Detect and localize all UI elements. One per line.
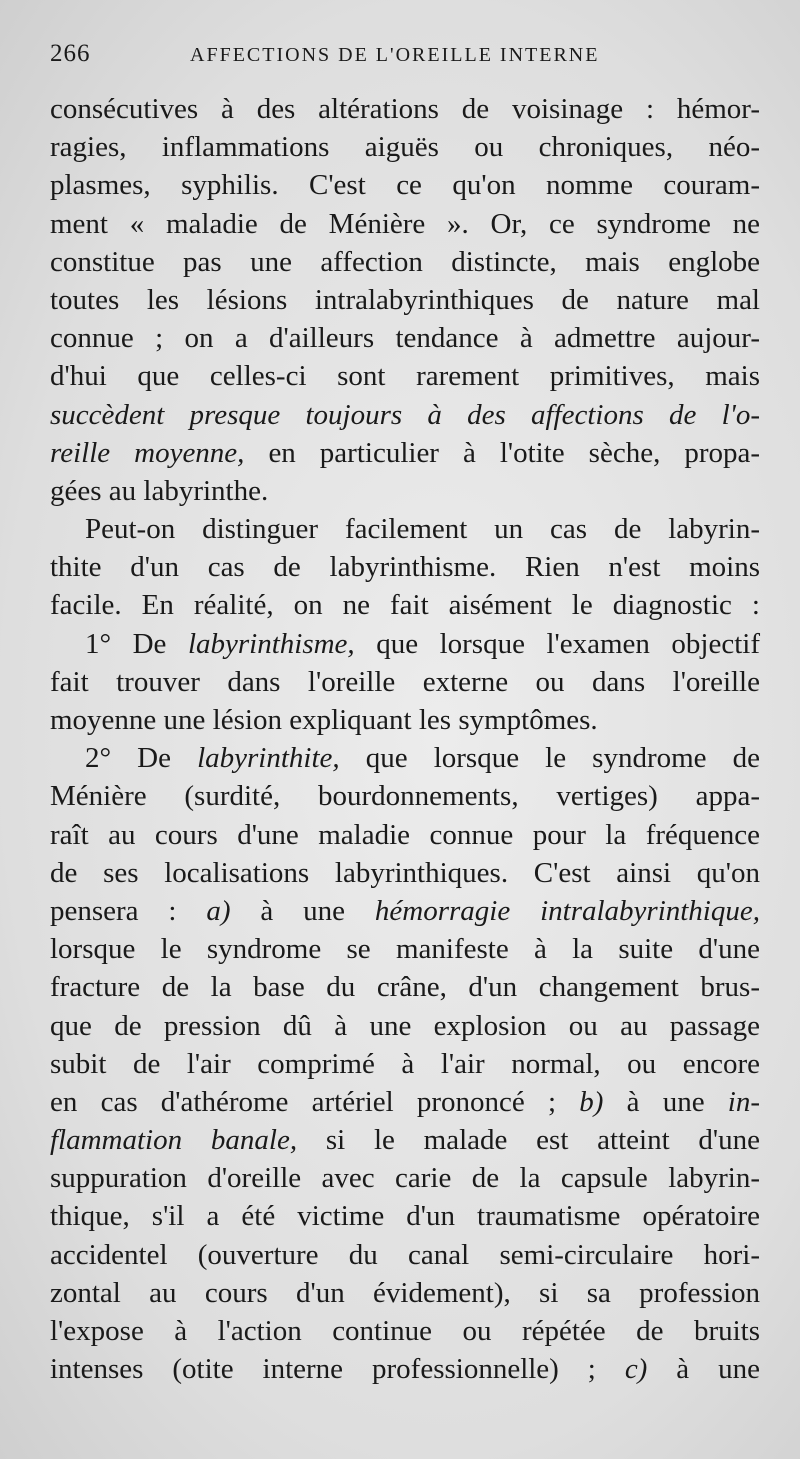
text-line: Ménière (surdité, bourdonnements, vertiges) appa- [50, 780, 760, 813]
text-line: suppuration d'oreille avec carie de la capsule labyrin- [50, 1162, 760, 1195]
page-body [50, 90, 760, 1388]
text-line: de ses localisations labyrinthiques. C'est ainsi qu'on [50, 856, 760, 889]
text-line: ragies, inflammations aiguës ou chroniques, néo- [50, 131, 760, 164]
running-title: AFFECTIONS DE L'OREILLE INTERNE [190, 44, 600, 66]
text-line: fait trouver dans l'oreille externe ou dans l'oreille [50, 665, 760, 698]
text-line: en cas d'athérome artériel prononcé ; b) à une in- [50, 1085, 760, 1118]
text-line: 2° De labyrinthite, que lorsque le syndrome de [85, 742, 760, 775]
text-line: l'expose à l'action continue ou répétée de bruits [50, 1315, 760, 1347]
text-line: pensera : a) à une hémorragie intralabyrinthique, [50, 894, 760, 927]
text-line: gées au labyrinthe. [50, 474, 269, 507]
text-line: plasmes, syphilis. C'est ce qu'on nomme couram- [50, 169, 760, 202]
text-line: reille moyenne, en particulier à l'otite sèche, propa- [50, 436, 760, 469]
text-line: succèdent presque toujours à des affections de l'o- [50, 398, 760, 431]
text-line: accidentel (ouverture du canal semi-circulaire hori- [50, 1238, 760, 1271]
text-line: zontal au cours d'un évidement), si sa profession [50, 1276, 760, 1309]
text-line: constitue pas une affection distincte, mais englobe [50, 245, 760, 278]
text-line: connue ; on a d'ailleurs tendance à admettre aujour- [50, 322, 760, 355]
page-header [50, 40, 740, 74]
text-line: raît au cours d'une maladie connue pour la fréquence [50, 818, 760, 851]
text-line: intenses (otite interne professionnelle) ; c) à une [50, 1353, 760, 1386]
text-line: moyenne une lésion expliquant les symptômes. [50, 704, 598, 736]
text-line: 1° De labyrinthisme, que lorsque l'examen objectif [85, 627, 760, 660]
text-line: facile. En réalité, on ne fait aisément le diagnostic : [50, 589, 760, 622]
text-line: flammation banale, si le malade est atteint d'une [50, 1124, 760, 1157]
text-line: fracture de la base du crâne, d'un changement brus- [50, 971, 760, 1004]
text-line: ment « maladie de Ménière ». Or, ce syndrome ne [50, 207, 760, 240]
text-line: subit de l'air comprimé à l'air normal, ou encore [50, 1047, 760, 1080]
text-line: lorsque le syndrome se manifeste à la suite d'une [50, 933, 760, 966]
text-line: toutes les lésions intralabyrinthiques de nature mal [50, 283, 760, 316]
text-line: que de pression dû à une explosion ou au passage [50, 1009, 760, 1042]
page-number: 266 [50, 40, 91, 67]
text-line: consécutives à des altérations de voisinage : hémor- [50, 93, 760, 125]
text-line: Peut-on distinguer facilement un cas de labyrin- [85, 513, 760, 546]
text-line: thique, s'il a été victime d'un traumatisme opératoire [50, 1200, 760, 1233]
text-line: d'hui que celles-ci sont rarement primitives, mais [50, 360, 760, 393]
text-line: thite d'un cas de labyrinthisme. Rien n'est moins [50, 551, 760, 584]
